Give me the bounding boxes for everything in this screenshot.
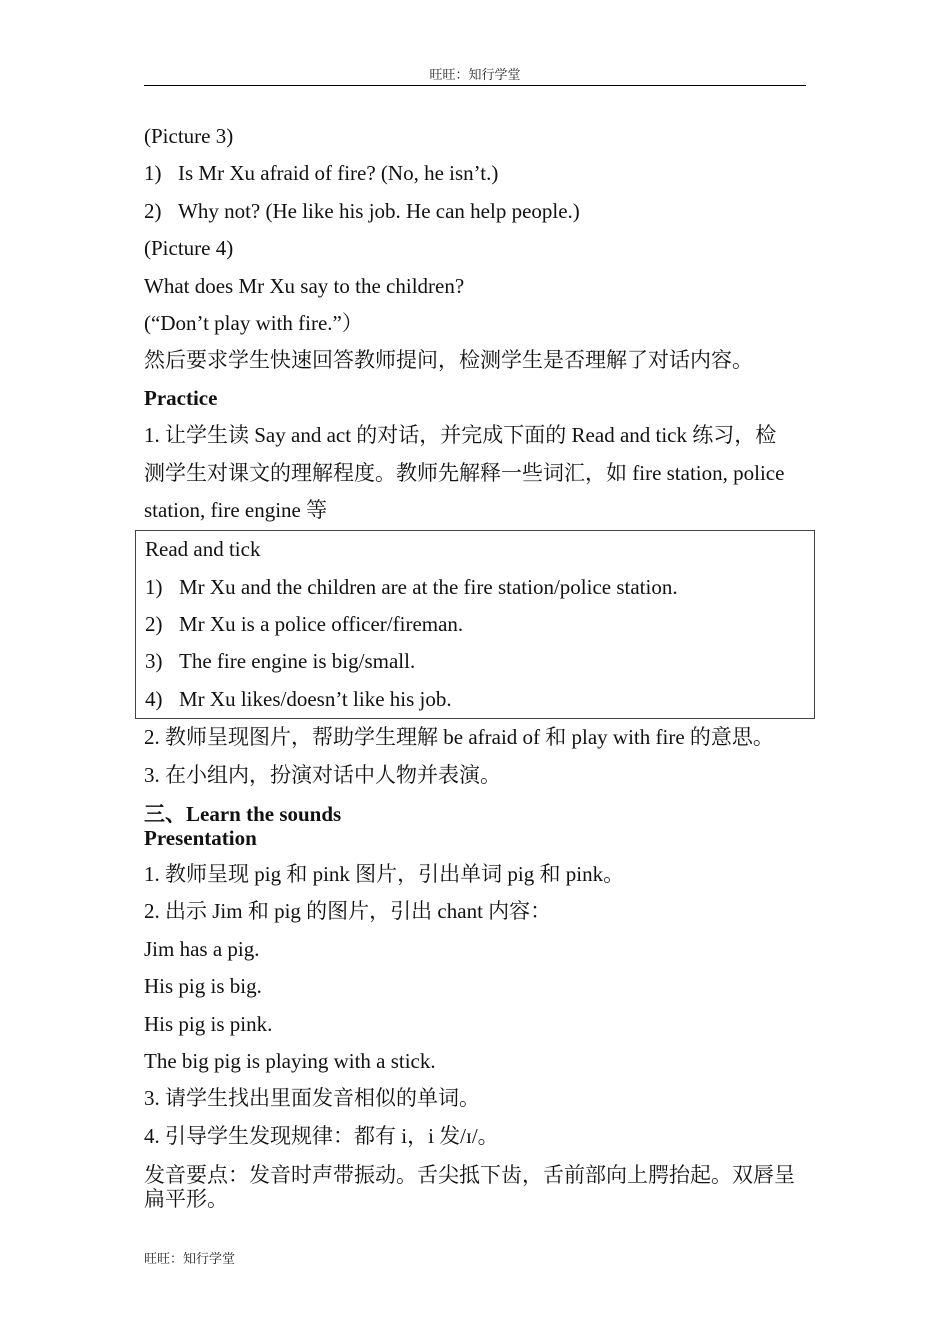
page-header: 旺旺：知行学堂 <box>144 64 806 86</box>
document-body <box>144 118 808 1211</box>
question-1-number: 1) <box>144 161 162 186</box>
practice-heading: Practice <box>144 385 218 410</box>
box-item-number: 2) <box>145 612 163 637</box>
read-and-tick-box <box>135 530 815 719</box>
practice-2: 2. 教师呈现图片，帮助学生理解 be afraid of 和 play with fire 的意思。 <box>144 725 774 750</box>
practice-1-line-b: 测学生对课文的理解程度。教师先解释一些词汇，如 fire station, police <box>144 460 785 485</box>
presentation-4: 4. 引导学生发现规律：都有 i，i 发/ɪ/。 <box>144 1123 499 1148</box>
box-item-text: Mr Xu likes/doesn’t like his job. <box>179 686 452 711</box>
practice-1-line-c: station, fire engine 等 <box>144 497 328 522</box>
question-1-text: Is Mr Xu afraid of fire? (No, he isn’t.) <box>178 161 499 186</box>
question-2 <box>144 193 808 230</box>
box-item-number: 4) <box>145 686 163 711</box>
presentation-heading: Presentation <box>144 826 257 851</box>
question-1 <box>144 155 808 192</box>
presentation-2: 2. 出示 Jim 和 pig 的图片，引出 chant 内容： <box>144 899 552 924</box>
question-2-text: Why not? (He like his job. He can help people.) <box>178 198 580 223</box>
box-title: Read and tick <box>145 537 261 562</box>
pronunciation-tips-a: 发音要点：发音时声带振动。舌尖抵下齿，舌前部向上腭抬起。双唇呈 <box>144 1163 795 1188</box>
question-3-answer: (“Don’t play with fire.”） <box>144 310 363 335</box>
chant-line: His pig is big. <box>144 974 262 999</box>
presentation-1: 1. 教师呈现 pig 和 pink 图片，引出单词 pig 和 pink。 <box>144 862 625 887</box>
chant-line: The big pig is playing with a stick. <box>144 1048 436 1073</box>
box-item-text: Mr Xu and the children are at the fire station/police station. <box>179 574 678 599</box>
section-3-heading: 三、Learn the sounds <box>144 802 342 827</box>
pronunciation-tips-b: 扁平形。 <box>144 1187 228 1212</box>
practice-3: 3. 在小组内，扮演对话中人物并表演。 <box>144 762 501 787</box>
box-item-number: 3) <box>145 649 163 674</box>
box-item-text: Mr Xu is a police officer/fireman. <box>179 612 464 637</box>
box-item-text: The fire engine is big/small. <box>179 649 416 674</box>
box-item <box>145 643 814 680</box>
question-3: What does Mr Xu say to the children? <box>144 273 465 298</box>
box-item-number: 1) <box>145 574 163 599</box>
practice-1-line-a: 1. 让学生读 Say and act 的对话，并完成下面的 Read and tick 练习，检 <box>144 423 777 448</box>
picture4-label: (Picture 4) <box>144 236 234 261</box>
box-item <box>145 606 814 643</box>
question-2-number: 2) <box>144 198 162 223</box>
page-footer: 旺旺：知行学堂 <box>144 1252 236 1267</box>
picture3-label: (Picture 3) <box>144 124 234 148</box>
box-item <box>145 569 814 606</box>
check-paragraph: 然后要求学生快速回答教师提问，检测学生是否理解了对话内容。 <box>144 348 753 373</box>
presentation-3: 3. 请学生找出里面发音相似的单词。 <box>144 1086 480 1111</box>
box-item <box>145 681 814 718</box>
chant-line: His pig is pink. <box>144 1011 273 1036</box>
chant-line: Jim has a pig. <box>144 936 260 961</box>
